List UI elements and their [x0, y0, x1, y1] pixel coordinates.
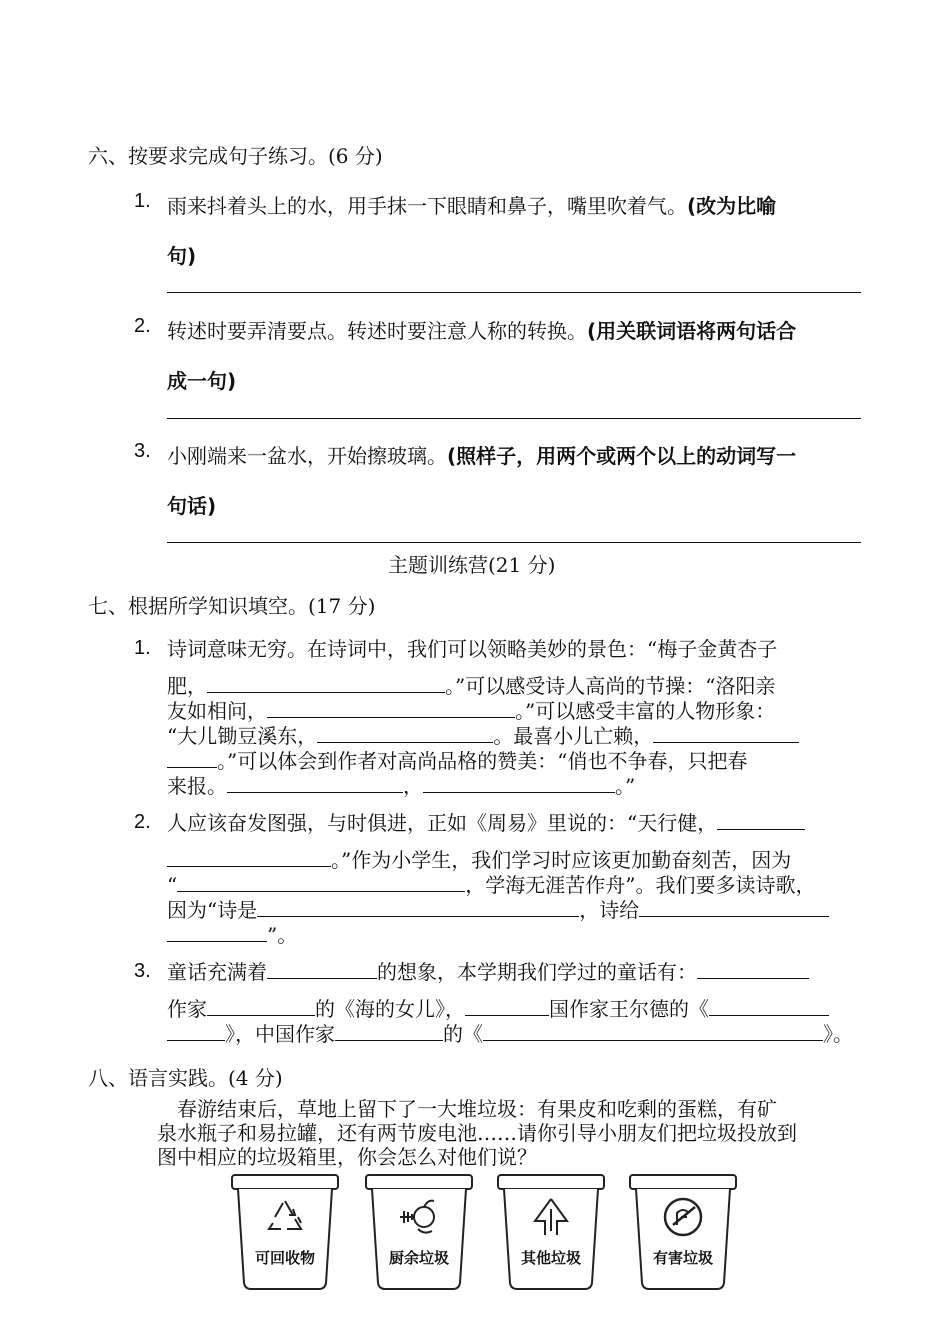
q2-requirement-cont: 成一句) — [167, 369, 237, 393]
blank[interactable] — [167, 848, 331, 867]
blank[interactable] — [257, 898, 579, 917]
s7-q3-line1: 童话充满着 的想象，本学期我们学过的童话有： — [167, 960, 809, 984]
blank[interactable] — [709, 997, 829, 1016]
s7-q1-line2: 肥， 。”可以感受诗人高尚的节操：“洛阳亲 — [167, 674, 776, 698]
blank[interactable] — [653, 724, 799, 743]
s7-q1-line6: 来报。 ， 。” — [167, 774, 636, 798]
s7-q3-line2: 作家 的《海的女儿》， 国作家王尔德的《 — [167, 997, 829, 1021]
bin-label: 有害垃圾 — [652, 1249, 713, 1267]
bin-label: 可回收物 — [254, 1249, 315, 1267]
blank[interactable] — [335, 1022, 443, 1041]
recyclable-bin — [230, 1173, 340, 1291]
blank[interactable] — [267, 699, 515, 718]
s7-q1-line4: “大儿锄豆溪东， 。最喜小儿亡赖， — [167, 724, 799, 748]
hazardous-bin — [628, 1173, 738, 1291]
section-7-title: 七、根据所学知识填空。(17 分) — [88, 594, 376, 618]
blank[interactable] — [423, 774, 615, 793]
s7-q2-line5: ”。 — [167, 923, 297, 947]
blank[interactable] — [167, 749, 217, 768]
q2-text: 转述时要弄清要点。转述时要注意人称的转换。(用关联词语将两句话合 — [167, 319, 797, 343]
s7-q2-line2: 。”作为小学生，我们学习时应该更加勤奋刻苦，因为 — [167, 848, 791, 872]
blank[interactable] — [207, 997, 315, 1016]
s7-q3-number: 3. — [134, 960, 151, 982]
s7-q1-number: 1. — [134, 637, 151, 659]
blank[interactable] — [267, 960, 377, 979]
blank[interactable] — [483, 1022, 823, 1041]
blank[interactable] — [317, 724, 493, 743]
blank[interactable] — [227, 774, 403, 793]
q3-requirement-cont: 句话) — [167, 494, 217, 518]
s7-q2-number: 2. — [134, 811, 151, 833]
blank[interactable] — [177, 873, 465, 892]
q3-number: 3. — [134, 440, 151, 462]
section-6-title: 六、按要求完成句子练习。(6 分) — [88, 144, 383, 168]
q3-answer-line[interactable] — [167, 542, 861, 543]
recycle-icon — [265, 1197, 305, 1237]
s7-q3-line3: 》，中国作家 的《 》。 — [167, 1022, 853, 1046]
section-8-title: 八、语言实践。(4 分) — [88, 1066, 283, 1090]
q3-text: 小刚端来一盆水，开始擦玻璃。(照样子，用两个或两个以上的动词写一 — [167, 444, 797, 468]
s8-paragraph-line1: 春游结束后，草地上留下了一大堆垃圾：有果皮和吃剩的蛋糕，有矿 — [177, 1097, 777, 1121]
bin-label: 厨余垃圾 — [388, 1249, 449, 1267]
food-waste-icon — [396, 1195, 442, 1239]
q1-number: 1. — [134, 190, 151, 212]
s7-q2-line1: 人应该奋发图强，与时俱进，正如《周易》里说的：“天行健， — [167, 811, 805, 835]
food-waste-bin — [364, 1173, 474, 1291]
s7-q2-line4: 因为“诗是 ，诗给 — [167, 898, 829, 922]
blank[interactable] — [465, 997, 549, 1016]
blank[interactable] — [207, 674, 445, 693]
s7-q1-line3: 友如相问， 。”可以感受丰富的人物形象： — [167, 699, 776, 723]
q1-text: 雨来抖着头上的水，用手抹一下眼睛和鼻子，嘴里吹着气。(改为比喻 — [167, 194, 777, 218]
blank[interactable] — [167, 923, 267, 942]
blank[interactable] — [697, 960, 809, 979]
q1-answer-line[interactable] — [167, 292, 861, 293]
blank[interactable] — [717, 811, 805, 830]
other-waste-icon — [529, 1195, 573, 1239]
blank[interactable] — [639, 898, 829, 917]
s8-paragraph-line3: 图中相应的垃圾箱里，你会怎么对他们说？ — [157, 1145, 537, 1169]
theme-heading: 主题训练营(21 分) — [388, 553, 556, 577]
q2-number: 2. — [134, 315, 151, 337]
hazardous-icon — [661, 1195, 705, 1239]
s8-paragraph-line2: 泉水瓶子和易拉罐，还有两节废电池……请你引导小朋友们把垃圾投放到 — [157, 1121, 797, 1145]
other-waste-bin — [496, 1173, 606, 1291]
blank[interactable] — [167, 1022, 225, 1041]
q1-requirement-cont: 句) — [167, 244, 197, 268]
s7-q2-line3: “ ，学海无涯苦作舟”。我们要多读诗歌， — [167, 873, 816, 897]
s7-q1-line1: 诗词意味无穷。在诗词中，我们可以领略美妙的景色：“梅子金黄杏子 — [167, 637, 778, 661]
q2-answer-line[interactable] — [167, 418, 861, 419]
s7-q1-line5: 。”可以体会到作者对高尚品格的赞美：“俏也不争春，只把春 — [167, 749, 747, 773]
bin-label: 其他垃圾 — [520, 1249, 581, 1267]
